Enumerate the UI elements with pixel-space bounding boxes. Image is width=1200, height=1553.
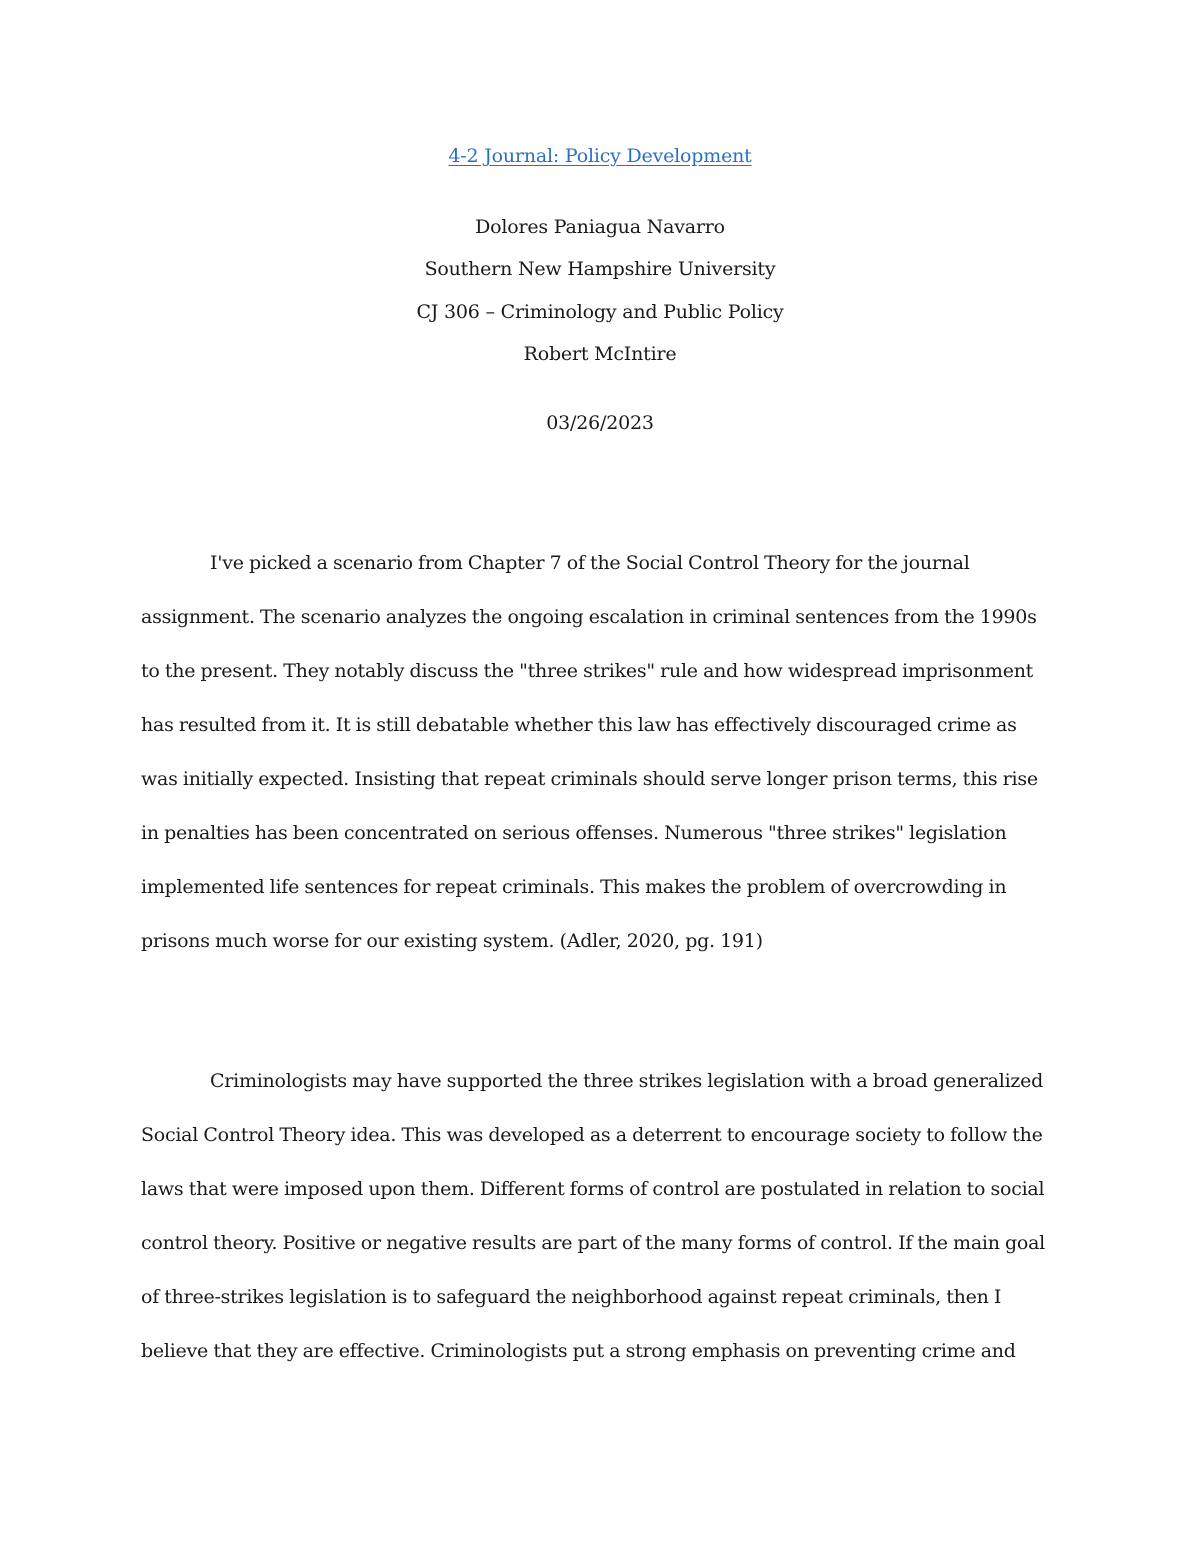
paragraph-line: Criminologists may have supported the three strikes legislation with a broad generalized	[210, 1070, 1044, 1092]
paragraph-line: in penalties has been concentrated on serious offenses. Numerous "three strikes" legislation	[141, 822, 1007, 844]
paragraph-line: has resulted from it. It is still debatable whether this law has effectively discouraged crime as	[141, 714, 1017, 736]
paragraph-line: of three-strikes legislation is to safeguard the neighborhood against repeat criminals, then I	[141, 1286, 1002, 1308]
author-name: Dolores Paniagua Navarro	[475, 216, 725, 238]
paragraph-line: assignment. The scenario analyzes the ongoing escalation in criminal sentences from the 1990s	[141, 606, 1037, 628]
course-name: CJ 306 – Criminology and Public Policy	[416, 301, 784, 323]
paragraph-line: prisons much worse for our existing system. (Adler, 2020, pg. 191)	[141, 930, 763, 952]
paragraph-line: was initially expected. Insisting that repeat criminals should serve longer prison terms, this rise	[141, 768, 1038, 790]
instructor-name: Robert McIntire	[523, 343, 677, 365]
paragraph-line: I've picked a scenario from Chapter 7 of the Social Control Theory for the journal	[210, 552, 970, 574]
paragraph-line: Social Control Theory idea. This was developed as a deterrent to encourage society to follow the	[141, 1124, 1043, 1146]
institution-name: Southern New Hampshire University	[424, 258, 776, 280]
paragraph-line: believe that they are effective. Criminologists put a strong emphasis on preventing crime and	[141, 1340, 1016, 1362]
document-date: 03/26/2023	[546, 412, 654, 434]
paragraph-line: to the present. They notably discuss the "three strikes" rule and how widespread imprisonment	[141, 660, 1034, 682]
paragraph-line: implemented life sentences for repeat criminals. This makes the problem of overcrowding in	[141, 876, 1007, 898]
paragraph-line: control theory. Positive or negative results are part of the many forms of control. If the main goal	[141, 1232, 1046, 1254]
paragraph-line: laws that were imposed upon them. Different forms of control are postulated in relation to social	[141, 1178, 1045, 1200]
document-title-link[interactable]: 4-2 Journal: Policy Development	[448, 145, 752, 167]
